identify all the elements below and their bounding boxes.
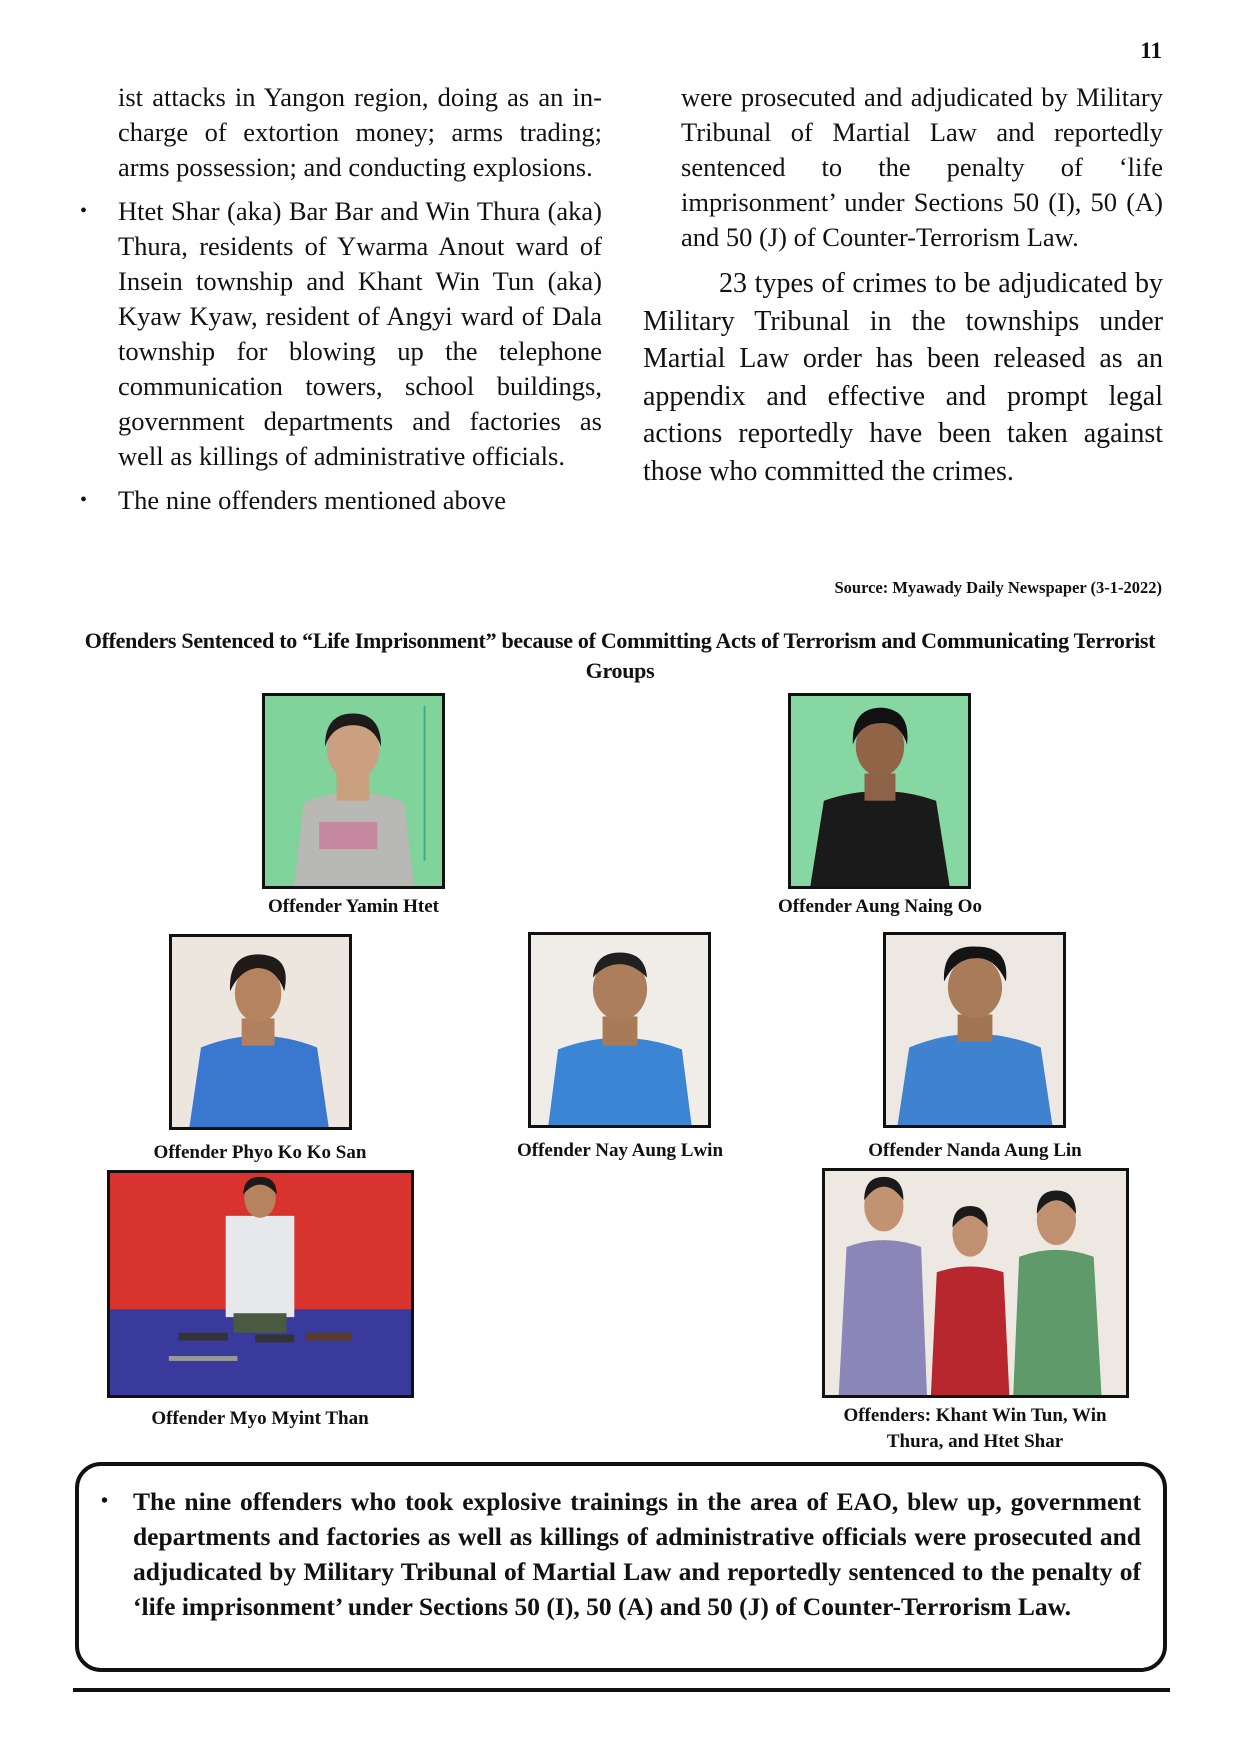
caption-phyo-ko-ko-san: Offender Phyo Ko Ko San <box>153 1142 367 1163</box>
summary-callout-text: The nine offenders who took explosive trainings in the area of EAO, blew up, government departments and factories as well as killings of administrative officials were prosecuted and adjudicated by Military Tribunal of Martial Law and reportedly sentenced to the penalty of ‘life imprisonment’ under Sections 50 (I), 50 (A) and 50 (J) of Counter-Terrorism Law. <box>133 1487 1141 1621</box>
caption-aung-naing-oo: Offender Aung Naing Oo <box>778 896 982 917</box>
caption-three-offenders-line2: Thura, and Htet Shar <box>886 1431 1064 1452</box>
caption-nanda-aung-lin: Offender Nanda Aung Lin <box>868 1140 1082 1161</box>
caption-three-offenders <box>790 1403 1160 1455</box>
bottom-rule <box>73 1688 1170 1692</box>
caption-three-offenders-line1: Offenders: Khant Win Tun, Win <box>843 1405 1107 1426</box>
photo-yamin-htet <box>262 693 445 889</box>
right-column <box>643 80 1163 490</box>
photo-three-offenders <box>822 1168 1129 1398</box>
photo-nanda-aung-lin <box>883 932 1066 1128</box>
photo-myo-myint-than <box>107 1170 414 1398</box>
caption-nay-aung-lwin: Offender Nay Aung Lwin <box>516 1140 724 1161</box>
left-bullet-nine-offenders: • The nine offenders mentioned above <box>80 483 602 518</box>
photo-phyo-ko-ko-san <box>169 934 352 1130</box>
photo-aung-naing-oo <box>788 693 971 889</box>
source-credit: Source: Myawady Daily Newspaper (3-1-2022) <box>834 578 1162 597</box>
page-number: 11 <box>1140 38 1162 63</box>
section-title: Offenders Sentenced to “Life Imprisonment” because of Committing Acts of Terrorism and Communicating Terrorist Groups <box>84 628 1156 683</box>
right-paragraph-crimes: 23 types of crimes to be adjudicated by Military Tribunal in the townships under Martial Law order has been released as an appendix and effective and prompt legal actions reportedly have been taken against those who committed the crimes. <box>643 268 1163 487</box>
caption-yamin-htet: Offender Yamin Htet <box>268 896 439 917</box>
right-paragraph-sentence: were prosecuted and adjudicated by Military Tribunal of Martial Law and reportedly sentenced to the penalty of ‘life imprisonment’ under Sections 50 (I), 50 (A) and 50 (J) of Counter-Terrorism Law. <box>681 82 1163 252</box>
left-paragraph: ist attacks in Yangon region, doing as an in-charge of extortion money; arms trading; arms possession; and conducting explosions. <box>118 82 602 182</box>
photo-nay-aung-lwin <box>528 932 711 1128</box>
left-column <box>80 80 602 518</box>
left-bullet-residents: • Htet Shar (aka) Bar Bar and Win Thura (aka) Thura, residents of Ywarma Anout ward of Insein township and Khant Win Tun (aka) Kyaw Kyaw, resident of Angyi ward of Dala township for blowing up the telephone communication towers, school buildings, government departments and factories as well as killings of administrative officials. <box>80 194 602 474</box>
caption-myo-myint-than: Offender Myo Myint Than <box>151 1408 369 1429</box>
summary-callout <box>75 1462 1167 1672</box>
